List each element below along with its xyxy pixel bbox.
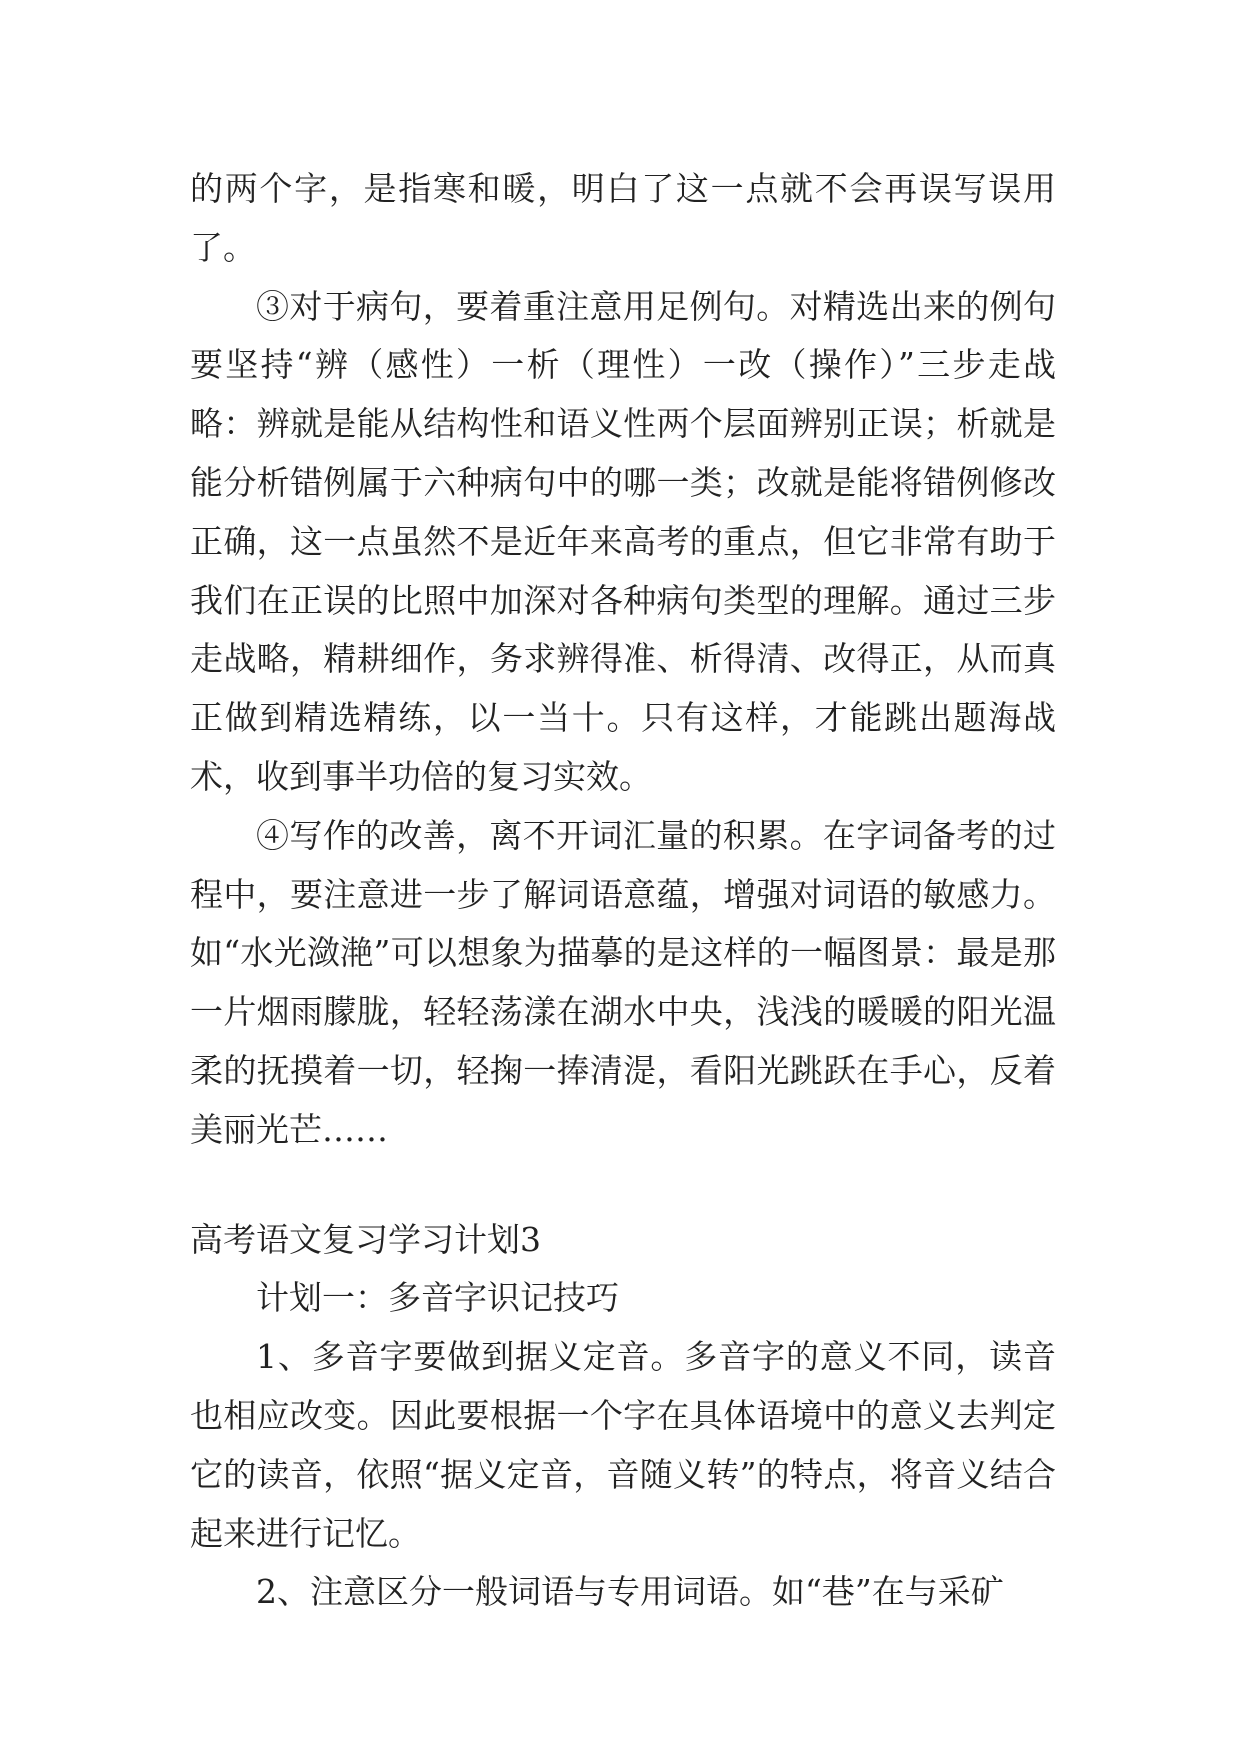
section-spacer	[190, 1160, 1056, 1211]
paragraph-sick-sentences: ③对于病句，要着重注意用足例句。对精选出来的例句要坚持“辨（感性）一析（理性）一改（操作）”三步走战略：辨就是能从结构性和语义性两个层面辨别正误；析就是能分析错例属于六种病句中的哪一类；改就是能将错例修改正确，这一点虽然不是近年来高考的重点，但它非常有助于我们在正误的比照中加深对各种病句类型的理解。通过三步走战略，精耕细作，务求辨得准、析得清、改得正，从而真正做到精选精练，以一当十。只有这样，才能跳出题海战术，收到事半功倍的复习实效。	[190, 286, 1056, 796]
paragraph-vocabulary: ④写作的改善，离不开词汇量的积累。在字词备考的过程中，要注意进一步了解词语意蕴，增强对词语的敏感力。如“水光潋滟”可以想象为描摹的是这样的一幅图景：最是那一片烟雨朦胧，轻轻荡漾在湖水中央，浅浅的暖暖的阳光温柔的抚摸着一切，轻掬一捧清湜，看阳光跳跃在手心，反着美丽光芒……	[190, 815, 1056, 1149]
document-body	[190, 160, 1056, 1622]
paragraph-polyphone-meaning: 1、多音字要做到据义定音。多音字的意义不同，读音也相应改变。因此要根据一个字在具体语境中的意义去判定它的读音，依照“据义定音，音随义转”的特点，将音义结合起来进行记忆。	[190, 1337, 1056, 1553]
paragraph-general-vs-special-words: 2、注意区分一般词语与专用词语。如“巷”在与采矿	[256, 1572, 1004, 1612]
plan-subtitle: 计划一：多音字识记技巧	[256, 1278, 619, 1318]
section-title: 高考语文复习学习计划3	[190, 1219, 541, 1259]
paragraph-continuation: 的两个字，是指寒和暖，明白了这一点就不会再误写误用了。	[190, 169, 1056, 267]
